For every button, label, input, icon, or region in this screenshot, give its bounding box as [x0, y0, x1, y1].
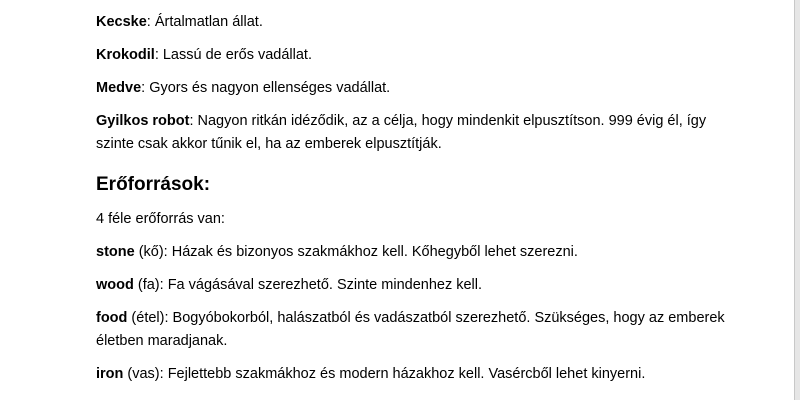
resource-entry-food: [96, 307, 726, 353]
animal-entry-medve: [96, 77, 726, 100]
animal-entry-krokodil: [96, 44, 726, 67]
resource-entry-stone: [96, 241, 726, 264]
animal-name: Gyilkos robot: [96, 113, 190, 129]
animal-entry-gyilkos-robot: [96, 110, 726, 156]
resource-entry-iron: [96, 363, 726, 386]
animal-description: : Ártalmatlan állat.: [146, 14, 263, 30]
resource-description: (fa): Fa vágásával szerezhető. Szinte mindenhez kell.: [133, 277, 483, 293]
resource-name: stone: [96, 244, 135, 260]
resource-description: (vas): Fejlettebb szakmákhoz és modern házakhoz kell. Vasércből lehet kinyerni.: [123, 366, 646, 382]
resource-name: wood: [96, 277, 134, 293]
resource-description: (kő): Házak és bizonyos szakmákhoz kell. Kőhegyből lehet szerezni.: [134, 244, 578, 260]
resource-description: (étel): Bogyóbokorból, halászatból és vadászatból szerezhető. Szükséges, hogy az emberek életben maradjanak.: [96, 310, 725, 349]
resources-heading: Erőforrások:: [96, 174, 211, 195]
animal-name: Kecske: [96, 14, 147, 30]
animal-entry-kecske: [96, 11, 726, 34]
animal-description: : Nagyon ritkán idéződik, az a célja, hogy mindenkit elpusztítson. 999 évig él, így szinte csak akkor tűnik el, ha az emberek elpusztítják.: [96, 113, 707, 152]
resource-name: iron: [96, 366, 124, 382]
document-content: [96, 11, 726, 386]
animal-name: Krokodil: [96, 47, 155, 63]
vertical-scrollbar[interactable]: [795, 0, 800, 400]
resources-intro: 4 féle erőforrás van:: [96, 211, 225, 227]
animal-description: : Lassú de erős vadállat.: [154, 47, 312, 63]
animal-description: : Gyors és nagyon ellenséges vadállat.: [141, 80, 391, 96]
resource-name: food: [96, 310, 128, 326]
animal-name: Medve: [96, 80, 142, 96]
resource-entry-wood: [96, 274, 726, 297]
